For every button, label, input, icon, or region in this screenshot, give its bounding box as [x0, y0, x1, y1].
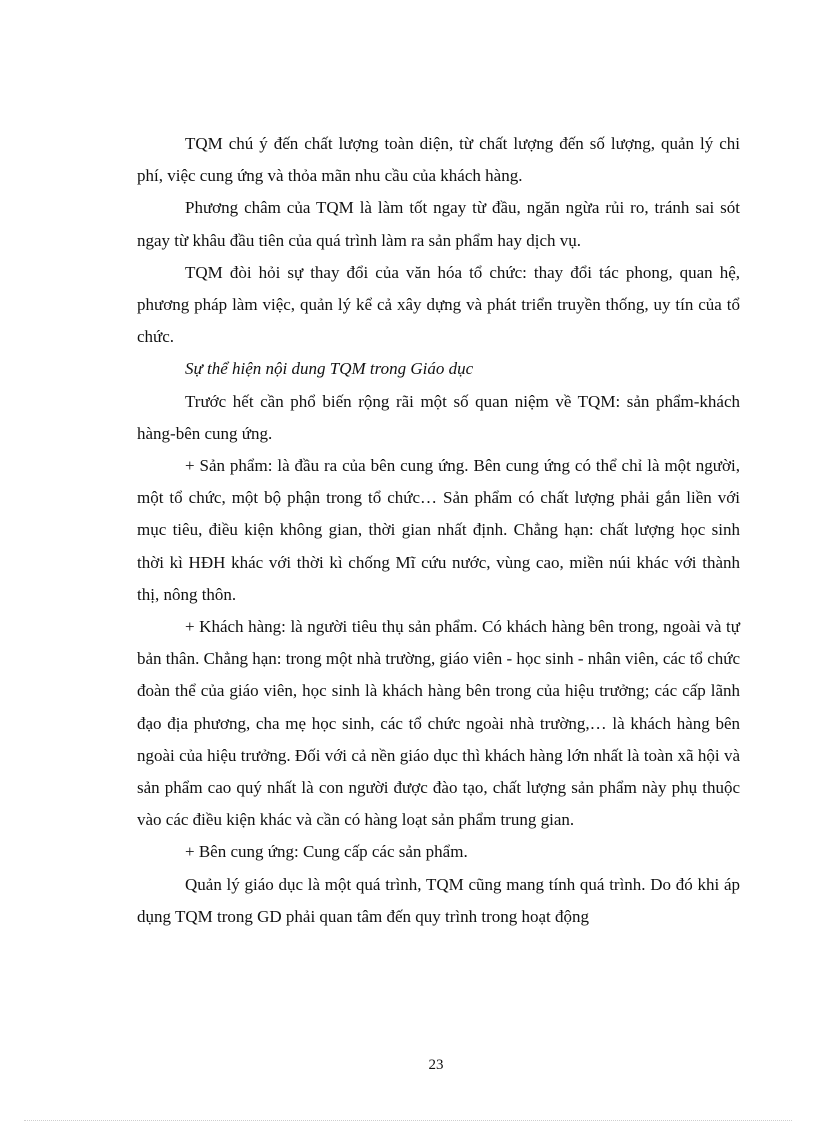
paragraph-tqm-quality: TQM chú ý đến chất lượng toàn diện, từ chất lượng đến số lượng, quản lý chi phí, việc cung ứng và thỏa mãn nhu cầu của khách hàng. — [137, 134, 740, 186]
paragraph-supplier: + Bên cung ứng: Cung cấp các sản phẩm. — [185, 842, 468, 862]
section-heading: Sự thể hiện nội dung TQM trong Giáo dục — [185, 359, 474, 379]
paragraph-management: Quản lý giáo dục là một quá trình, TQM cũng mang tính quá trình. Do đó khi áp dụng TQM trong GD phải quan tâm đến quy trình trong hoạt động — [137, 874, 740, 926]
paragraph-customer: + Khách hàng: là người tiêu thụ sản phẩm. Có khách hàng bên trong, ngoài và tự bản thân. Chẳng hạn: trong một nhà trường, giáo viên - học sinh - nhân viên, các tổ chức đoàn thể của giáo viên, học sinh là khách hàng bên trong của hiệu trưởng; các cấp lãnh đạo địa phương, cha mẹ học sinh, các tổ chức ngoài nhà trường,… là khách hàng bên ngoài của hiệu trưởng. Đối với cả nền giáo dục thì khách hàng lớn nhất là toàn xã hội và sản phẩm cao quý nhất là con người được đào tạo, chất lượng sản phẩm này phụ thuộc vào các điều kiện khác và cần có hàng loạt sản phẩm trung gian. — [137, 617, 740, 830]
page-bottom-divider — [24, 1120, 792, 1121]
paragraph-tqm-principle: Phương châm của TQM là làm tốt ngay từ đầu, ngăn ngừa rủi ro, tránh sai sót ngay từ khâu đầu tiên của quá trình làm ra sản phẩm hay dịch vụ. — [137, 198, 740, 250]
body-text — [137, 128, 740, 933]
paragraph-product: + Sản phẩm: là đầu ra của bên cung ứng. Bên cung ứng có thể chỉ là một người, một tổ chức, một bộ phận trong tổ chức… Sản phẩm có chất lượng phải gắn liền với mục tiêu, điều kiện không gian, thời gian nhất định. Chẳng hạn: chất lượng học sinh thời kì HĐH khác với thời kì chống Mĩ cứu nước, vùng cao, miền núi khác với thành thị, nông thôn. — [137, 456, 740, 604]
page-number: 23 — [428, 1057, 444, 1073]
paragraph-concepts: Trước hết cần phổ biến rộng rãi một số quan niệm về TQM: sản phẩm-khách hàng-bên cung ứng. — [137, 391, 740, 443]
paragraph-tqm-culture: TQM đòi hỏi sự thay đổi của văn hóa tổ chức: thay đổi tác phong, quan hệ, phương pháp làm việc, quản lý kể cả xây dựng và phát triển truyền thống, uy tín của tổ chức. — [137, 262, 740, 347]
